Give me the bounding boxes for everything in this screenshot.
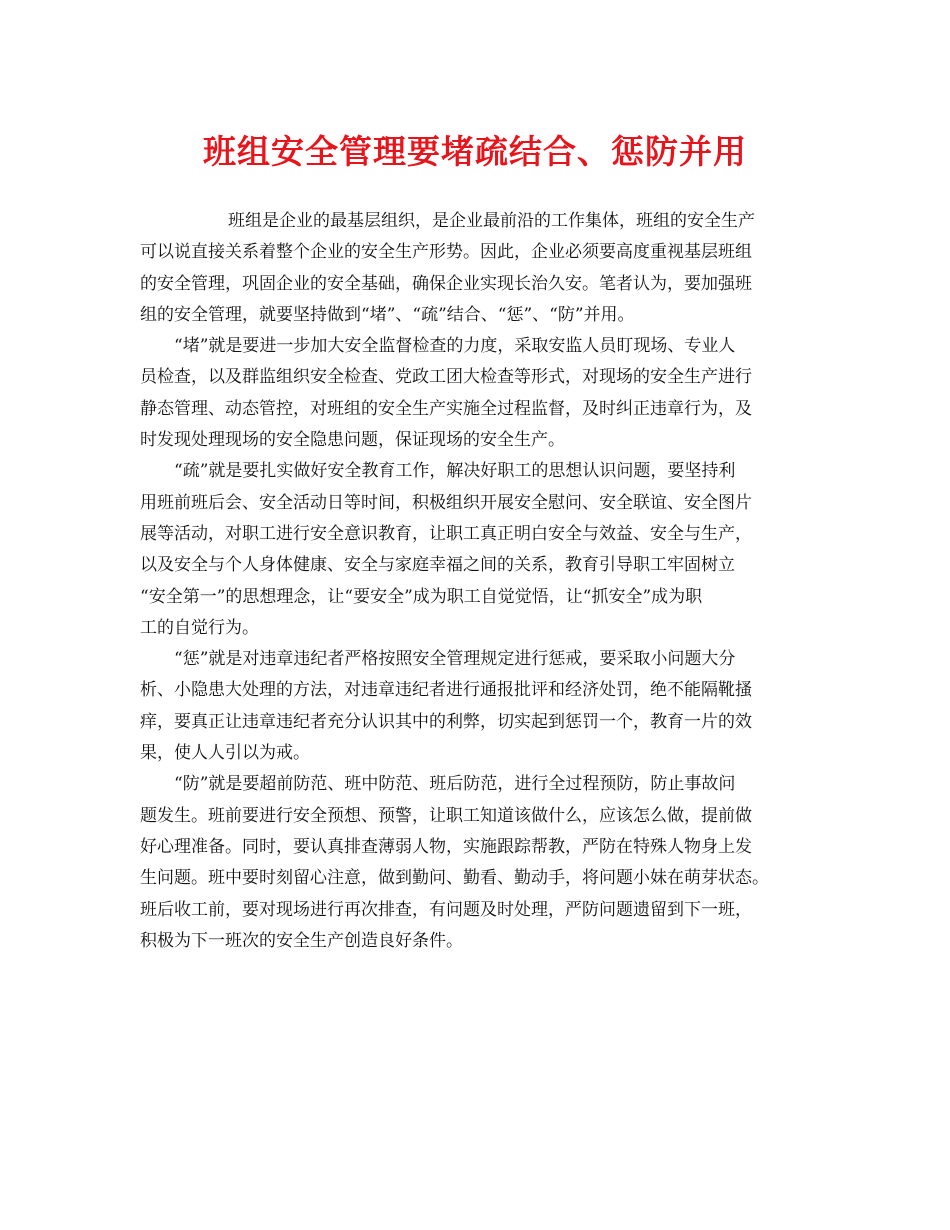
text-line: 用班前班后会、安全活动日等时间，积极组织开展安全慰问、安全联谊、安全图片 [140,492,752,513]
text-line: 生问题。班中要时刻留心注意，做到勤问、勤看、勤动手，将问题小妹在萌芽状态。 [140,868,769,889]
text-line: 果，使人人引以为戒。 [140,743,310,764]
text-line: 工的自觉行为。 [140,617,259,638]
text-line: “防”就是要超前防范、班中防范、班后防范，进行全过程预防，防止事故问 [174,774,736,795]
text-line: “疏”就是要扎实做好安全教育工作，解决好职工的思想认识问题，要坚持利 [174,461,736,482]
text-line: 班组是企业的最基层组织，是企业最前沿的工作集体，班组的安全生产 [228,211,755,231]
text-line: 展等活动，对职工进行安全意识教育，让职工真正明白安全与效益、安全与生产， [140,523,752,544]
text-line: 员检查，以及群监组织安全检查、党政工团大检查等形式，对现场的安全生产进行 [140,367,752,388]
text-line: 积极为下一班次的安全生产创造良好条件。 [140,930,463,951]
text-line: 的安全管理，巩固企业的安全基础，确保企业实现长治久安。笔者认为，要加强班 [140,273,752,294]
text-line: 时发现处理现场的安全隐患问题，保证现场的安全生产。 [140,430,565,451]
text-line: 痒，要真正让违章违纪者充分认识其中的利弊，切实起到惩罚一个，教育一片的效 [140,711,752,732]
text-line: 好心理准备。同时，要认真排查薄弱人物，实施跟踪帮教，严防在特殊人物身上发 [140,836,752,857]
text-line: 可以说直接关系着整个企业的安全生产形势。因此，企业必须要高度重视基层班组 [140,242,752,263]
text-line: 题发生。班前要进行安全预想、预警，让职工知道该做什么，应该怎么做，提前做 [140,805,752,826]
text-line: 组的安全管理，就要坚持做到“堵”、“疏”结合、“惩”、“防”并用。 [140,304,635,325]
text-line: 析、小隐患大处理的方法，对违章违纪者进行通报批评和经济处罚，绝不能隔靴搔 [140,680,752,701]
text-line: 静态管理、动态管控，对班组的安全生产实施全过程监督，及时纠正违章行为，及 [140,398,752,419]
text-line: 以及安全与个人身体健康、安全与家庭幸福之间的关系，教育引导职工牢固树立 [140,555,735,576]
text-line: “安全第一”的思想理念，让“要安全”成为职工自觉觉悟，让“抓安全”成为职 [140,586,703,607]
text-line: “惩”就是对违章违纪者严格按照安全管理规定进行惩戒，要采取小问题大分 [174,649,736,670]
text-line: “堵”就是要进一步加大安全监督检查的力度，采取安监人员盯现场、专业人 [174,336,736,357]
document-body [140,206,830,957]
document-title: 班组安全管理要堵疏结合、惩防并用 [203,132,747,171]
text-line: 班后收工前，要对现场进行再次排查，有问题及时处理，严防问题遗留到下一班， [140,899,752,920]
